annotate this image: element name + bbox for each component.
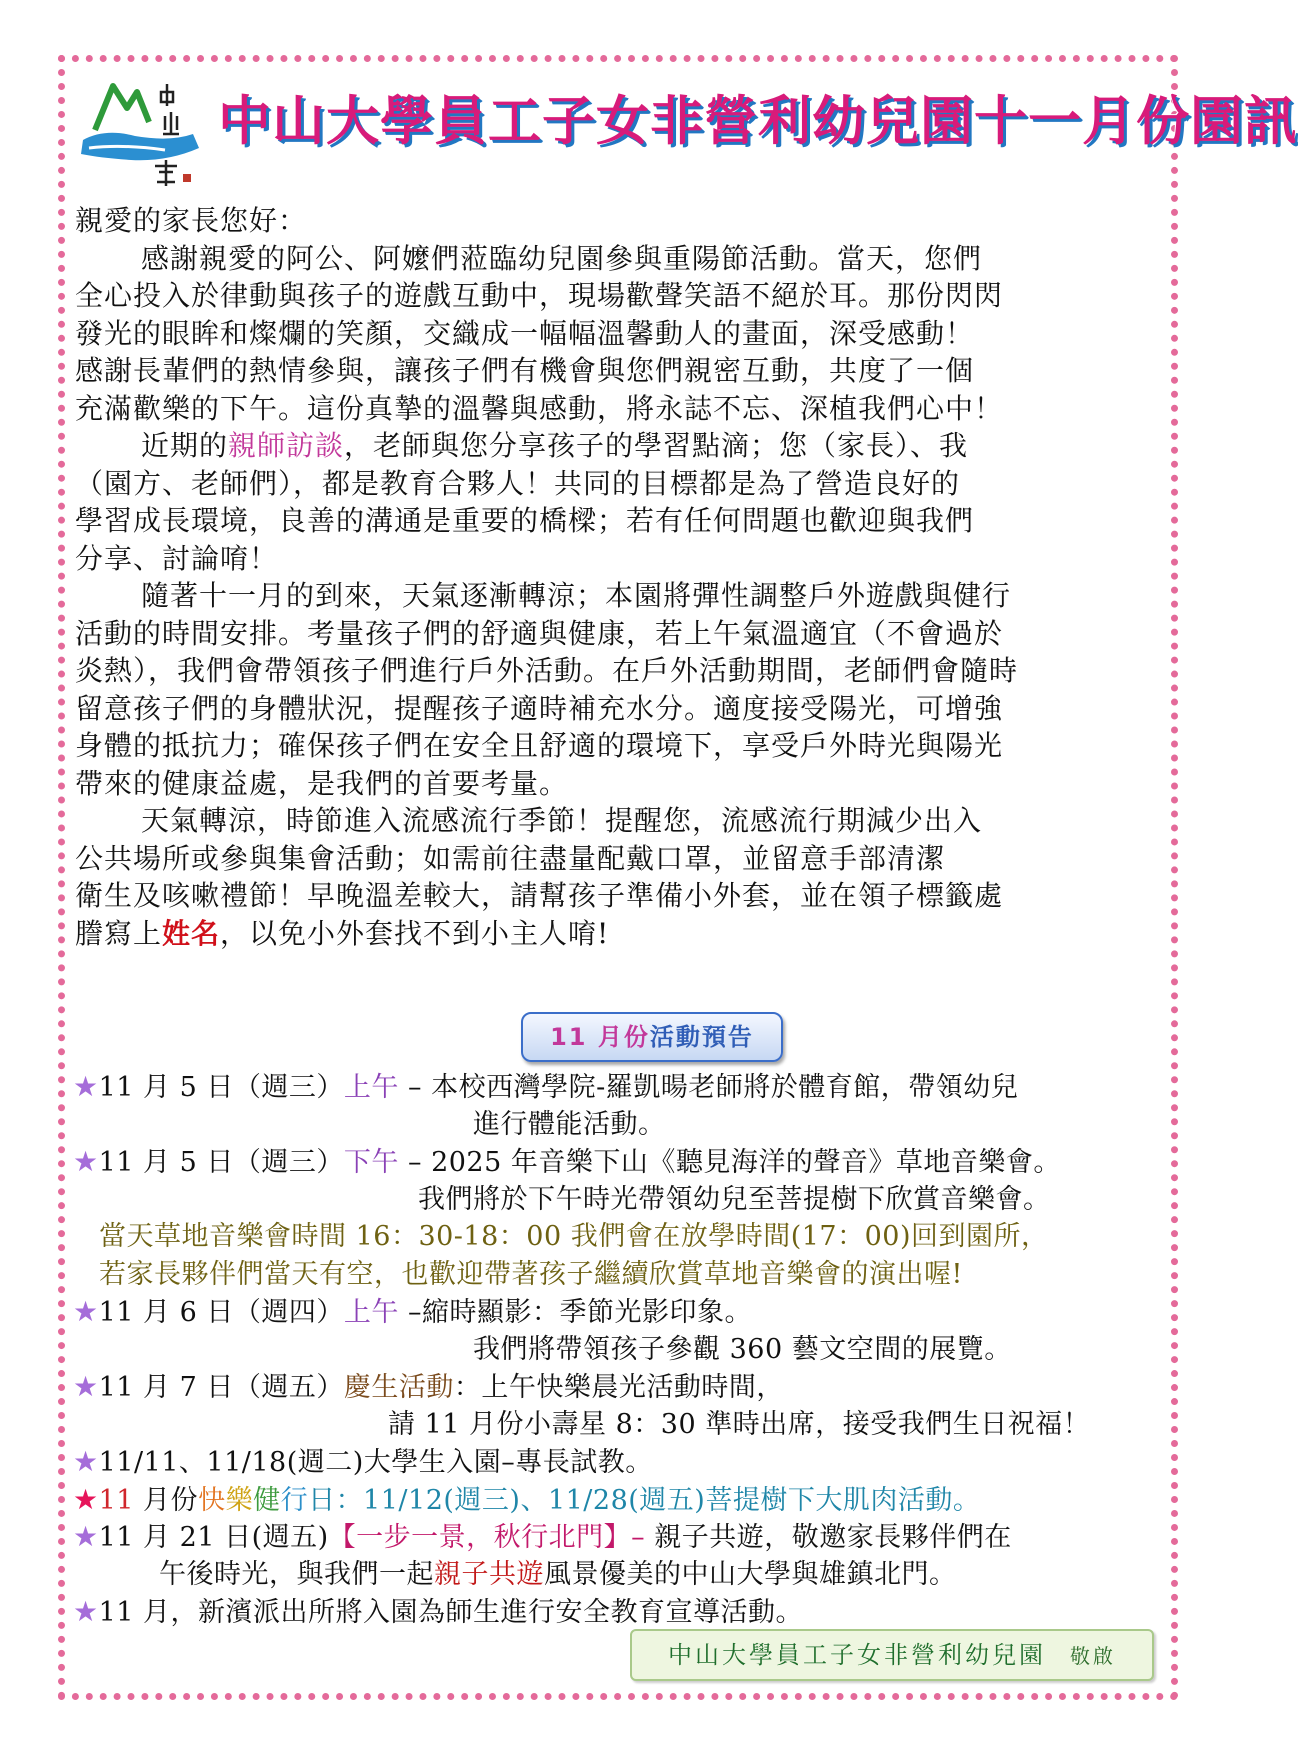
star-icon: ★ bbox=[73, 1370, 99, 1403]
event-item: ★11 月 21 日(週五)【一步一景，秋行北門】– 親子共遊，敬邀家長夥伴們在 bbox=[73, 1520, 1012, 1553]
paragraph-line: 衛生及咳嗽禮節！早晚溫差較大，請幫孩子準備小外套，並在領子標籤處 bbox=[75, 879, 1004, 912]
event-item: ★11 月，新濱派出所將入園為師生進行安全教育宣導活動。 bbox=[73, 1595, 804, 1628]
event-item: ★11 月 5 日（週三）上午 – 本校西灣學院-羅凱暘老師將於體育館，帶領幼兒 bbox=[73, 1070, 1019, 1103]
event-list bbox=[73, 1068, 1168, 1631]
star-icon: ★ bbox=[73, 1295, 99, 1328]
paragraph-line: 近期的親師訪談，老師與您分享孩子的學習點滴；您（家長）、我 bbox=[141, 429, 969, 462]
event-item: ★11 月 6 日（週四）上午 –縮時顯影：季節光影印象。 bbox=[73, 1295, 752, 1328]
star-icon: ★ bbox=[73, 1482, 99, 1516]
event-continuation: 我們將於下午時光帶領幼兒至菩提樹下欣賞音樂會。 bbox=[418, 1183, 1051, 1215]
paragraph-line: 公共場所或參與集會活動；如需前往盡量配戴口罩，並留意手部清潔 bbox=[75, 841, 946, 875]
signature-banner: 中山大學員工子女非營利幼兒園 敬啟 bbox=[630, 1629, 1154, 1681]
star-icon: ★ bbox=[73, 1520, 99, 1553]
event-item: ★11 月 5 日（週三）下午 – 2025 年音樂下山《聽見海洋的聲音》草地音樂會。 bbox=[73, 1145, 1061, 1178]
event-item: ★11/11、11/18(週二)大學生入園–專長試教。 bbox=[73, 1445, 653, 1478]
event-continuation: 我們將帶領孩子參觀 360 藝文空間的展覽。 bbox=[473, 1333, 1012, 1365]
event-item: ★11 月份快樂健行日：11/12(週三)、11/28(週五)菩提樹下大肌肉活動。 bbox=[73, 1482, 981, 1516]
paragraph-line: 留意孩子們的身體狀況，提醒孩子適時補充水分。適度接受陽光，可增強 bbox=[75, 691, 1004, 725]
event-continuation: 午後時光，與我們一起親子共遊風景優美的中山大學與雄鎮北門。 bbox=[159, 1558, 957, 1590]
star-icon: ★ bbox=[73, 1070, 99, 1103]
star-icon: ★ bbox=[73, 1445, 99, 1478]
highlight-parent-teacher-talk: 親師訪談 bbox=[228, 429, 345, 462]
greeting: 親愛的家長您好： bbox=[75, 204, 308, 237]
highlight-name: 姓名 bbox=[162, 916, 221, 950]
newsletter-title: 中山大學員工子女非營利幼兒園十一月份園訊 bbox=[218, 91, 1298, 152]
paragraph-line: 感謝親愛的阿公、阿嬤們蒞臨幼兒園參與重陽節活動。當天，您們 bbox=[141, 241, 983, 275]
event-note: 若家長夥伴們當天有空，也歡迎帶著孩子繼續欣賞草地音樂會的演出喔! bbox=[99, 1258, 963, 1290]
star-icon: ★ bbox=[73, 1595, 99, 1628]
event-continuation: 進行體能活動。 bbox=[473, 1108, 666, 1140]
paragraph-line: 全心投入於律動與孩子的遊戲互動中，現場歡聲笑語不絕於耳。那份閃閃 bbox=[75, 279, 1004, 312]
event-item: ★11 月 7 日（週五）慶生活動：上午快樂晨光活動時間， bbox=[73, 1370, 784, 1403]
paragraph-line: 分享、討論唷！ bbox=[75, 541, 279, 575]
paragraph-line: 帶來的健康益處，是我們的首要考量。 bbox=[75, 766, 569, 800]
paragraph-line: 天氣轉涼，時節進入流感流行季節！提醒您，流感流行期減少出入 bbox=[141, 804, 983, 837]
paragraph-line: 充滿歡樂的下午。這份真摯的溫馨與感動，將永誌不忘、深植我們心中！ bbox=[75, 391, 1004, 425]
activity-preview-badge: 11 月份活動預告 bbox=[521, 1012, 783, 1062]
event-continuation: 請 11 月份小壽星 8：30 準時出席，接受我們生日祝福！ bbox=[388, 1408, 1091, 1440]
event-note: 當天草地音樂會時間 16：30-18：00 我們會在放學時間(17：00)回到園所， bbox=[99, 1221, 1049, 1252]
paragraph-line: 炎熱），我們會帶領孩子們進行戶外活動。在戶外活動期間，老師們會隨時 bbox=[75, 654, 1019, 687]
paragraph-line: 感謝長輩們的熱情參與，讓孩子們有機會與您們親密互動，共度了一個 bbox=[75, 354, 975, 387]
star-icon: ★ bbox=[73, 1145, 99, 1178]
paragraph-line: 發光的眼眸和燦爛的笑顏，交織成一幅幅溫馨動人的畫面，深受感動！ bbox=[75, 316, 975, 350]
paragraph-line: （園方、老師們），都是教育合夥人！共同的目標都是為了營造良好的 bbox=[75, 466, 961, 500]
paragraph-line: 隨著十一月的到來，天氣逐漸轉涼；本園將彈性調整戶外遊戲與健行 bbox=[141, 579, 1012, 612]
university-logo bbox=[75, 78, 215, 190]
paragraph-line: 謄寫上姓名，以免小外套找不到小主人唷! bbox=[75, 916, 610, 950]
letter-body bbox=[75, 202, 1165, 952]
paragraph-line: 活動的時間安排。考量孩子們的舒適與健康，若上午氣溫適宜（不會過於 bbox=[75, 616, 1004, 650]
paragraph-line: 學習成長環境，良善的溝通是重要的橋樑；若有任何問題也歡迎與我們 bbox=[75, 504, 975, 537]
paragraph-line: 身體的抵抗力；確保孩子們在安全且舒適的環境下，享受戶外時光與陽光 bbox=[75, 729, 1004, 762]
